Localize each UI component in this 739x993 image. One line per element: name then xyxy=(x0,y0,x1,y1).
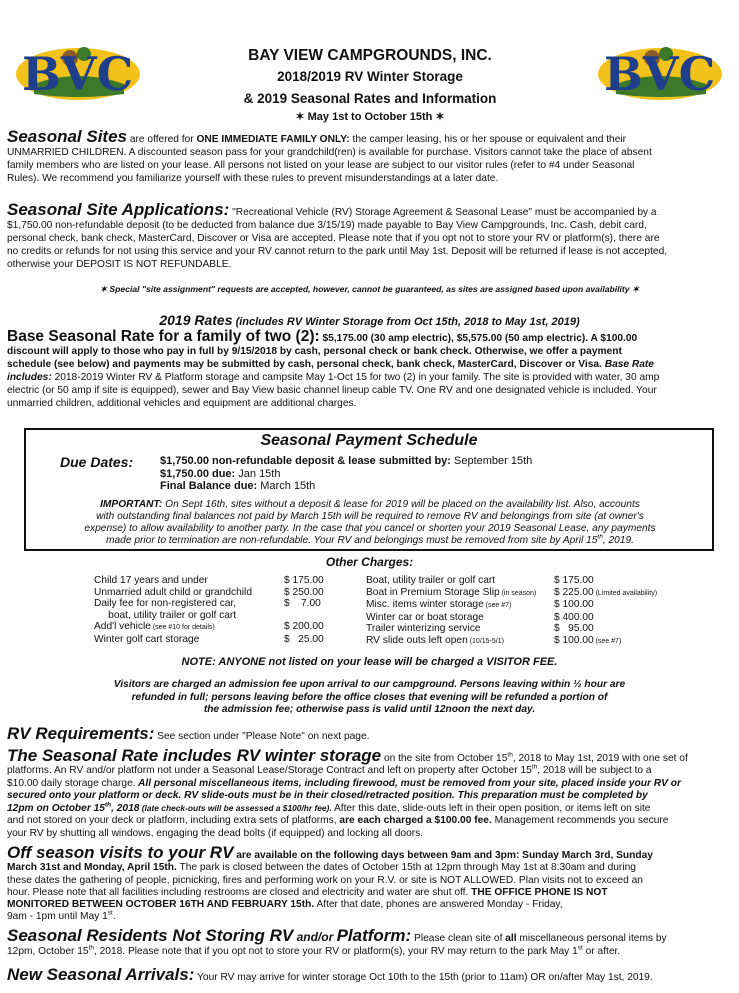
svg-text:BVC: BVC xyxy=(22,47,134,101)
other-charges-right xyxy=(364,575,659,647)
new-arrivals-section: New Seasonal Arrivals: Your RV may arrive for winter storage Oct 10th to the 15th (prior to 11am) OR on/after May 1st, 2019. xyxy=(7,965,653,984)
visitor-fee-note: NOTE: ANYONE not listed on your lease will be charged a VISITOR FEE. xyxy=(181,656,558,668)
due-dates-label: Due Dates: xyxy=(60,454,134,470)
page-subtitle: 2018/2019 RV Winter Storage xyxy=(277,69,463,84)
page-subtitle-2: & 2019 Seasonal Rates and Information xyxy=(243,91,497,106)
bvc-logo-left xyxy=(14,40,142,102)
applications-section: Seasonal Site Applications: "Recreational Vehicle (RV) Storage Agreement & Seasonal Lease" must be accompanied by a $1,750.00 non-refundable deposit (to be deducted from balance due 3/15/19) made payable to Bay View Campgrounds, Inc. Cash, debit card, personal check, bank check, MasterCard, Discover or Visa are accepted. Please note that if you opt not to store your RV or platform(s), there are no credits or refunds for not using this service and your RV cannot return to the park until May 1st. Deposit will be returned if lease is not accepted, otherwise your DEPOSIT IS NOT REFUNDABLE. xyxy=(7,200,668,270)
charge-row: Trailer winterizing service $ 95.00 xyxy=(366,623,594,634)
star-icon: ✶ xyxy=(295,111,305,123)
not-storing-section: Seasonal Residents Not Storing RV and/or Platform: Please clean site of all miscellaneous personal items by 12pm, October 15th, 2018. Please note that if you opt not to store your RV or platform(s), your RV may return to the park May 1st or after. xyxy=(7,926,667,957)
charge-row: Add'l vehicle (see #10 for details) $ 200.00 xyxy=(94,621,324,632)
winter-storage-section: The Seasonal Rate includes RV winter storage on the site from October 15th, 2018 to May 1st, 2019 with one set of platforms. An RV and/or platform not under a Seasonal Lease/Storage Contract and left on property after October 15th, 2018 will be subject to a $10.00 daily storage charge. All personal miscellaneous items, including firewood, must be removed from your site, placed inside your RV or secured onto your platform or deck. RV slide-outs must be in their closed/retracted position. This preparation must be completed by 12pm on October 15th, 2018 (late check-outs will be assessed a $100/hr fee). After this date, slide-outs left in their open position, or items left on site and not stored on your deck or platform, including extra sets of platforms, are each charged a $100.00 fee. Management recommends you secure your RV by shutting all windows, engaging the dead bolts (if equipped) and locking all doors. xyxy=(7,746,688,839)
other-charges-left xyxy=(92,575,326,645)
bvc-logo-right xyxy=(596,40,724,102)
other-charges-title: Other Charges: xyxy=(325,555,414,569)
svg-text:BVC: BVC xyxy=(604,47,716,101)
charge-row: Boat, utility trailer or golf cart $ 175.00 xyxy=(366,575,594,586)
charge-row: boat, utility trailer or golf cart xyxy=(94,609,237,621)
base-rate-section: Base Seasonal Rate for a family of two (2): $5,175.00 (30 amp electric), $5,575.00 (50 amp electric). A $100.00 discount will apply to those who pay in full by 9/15/2018 by cash, personal check or bank check. Otherwise, we offer a payment schedule (see below) and payments may be submitted by cash, personal check, bank check, MasterCard, Discover or Visa. Base Rate includes: 2018-2019 Winter RV & Platform storage and campsite May 1-Oct 15 for two (2) in your family. The site is provided with water, 30 amp electric (or 50 amp if site is equipped), sewer and Bay View basic channel lineup cable TV. One RV and one designated vehicle is included. Your unmarried children, additional vehicles and equipment are additional charges. xyxy=(7,328,660,409)
charge-row: Misc. items winter storage (see #7) $ 100.00 xyxy=(366,599,594,610)
page-title: BAY VIEW CAMPGROUNDS, INC. xyxy=(248,47,492,64)
rv-requirements: RV Requirements: See section under "Please Note" on next page. xyxy=(7,724,370,743)
off-season-section: Off season visits to your RV are available on the following days between 9am and 3pm: Sunday March 3rd, Sunday March 31st and Monday, April 15th. The park is closed between the dates of October 15th at 12pm through May 1st at 8:30am and during these dates the gathering of people, picnicking, fires and performing work on your R.V. or site is NOT ALLOWED. Plan visits not to exceed an hour. Please note that all facilities including restrooms are closed and electricity and water are shut off. THE OFFICE PHONE IS NOT MONITORED BETWEEN OCTOBER 16TH AND FEBRUARY 15th. After that date, phones are answered Monday - Friday, 9am - 1pm until May 1st. xyxy=(7,843,653,923)
rates-heading: 2019 Rates (includes RV Winter Storage from Oct 15th, 2018 to May 1st, 2019) xyxy=(159,312,580,328)
visitor-rules: Visitors are charged an admission fee upon arrival to our campground. Persons leaving within ½ hour are refunded in full; persons leaving before the office closes that evening will be refunded a portion of the admission fee; otherwise pass is valid until 12noon the next day. xyxy=(113,679,626,715)
charge-row: Child 17 years and under $ 175.00 xyxy=(94,575,324,586)
charge-row: Winter car or boat storage $ 400.00 xyxy=(366,611,594,623)
payment-schedule-title: Seasonal Payment Schedule xyxy=(260,432,478,449)
charge-row: Daily fee for non-registered car, $ 7.00 xyxy=(94,598,321,609)
due-dates-list: $1,750.00 non-refundable deposit & lease submitted by: September 15th $1,750.00 due: Jan 15th Final Balance due: March 15th xyxy=(160,455,533,492)
charge-row: RV slide outs left open (10/15-5/1) $ 100.00 (see #7) xyxy=(366,634,622,646)
seasonal-sites-section: Seasonal Sites are offered for ONE IMMEDIATE FAMILY ONLY: the camper leasing, his or her spouse or equivalent and their UNMARRIED CHILDREN. A discounted season pass for your grandchild(ren) is available for purchase. Visitors cannot take the place of absent family members who are listed on your lease. All persons not listed on your lease are subject to our visitor rules (refer to #4 under Seasonal Rules). We recommend you familiarize yourself with these rules to prevent misunderstandings at a later date. xyxy=(7,127,652,184)
charge-row: Boat in Premium Storage Slip (in season) $ 225.00 (Limited availability) xyxy=(366,586,658,598)
important-note: IMPORTANT: On Sept 16th, sites without a deposit & lease for 2019 will be placed on the availability list. Also, accounts with outstanding final balances not paid by March 15th will be required to remove RV and belongings from site (at owner's expense) to allow availability to another party. In the case that you cancel or shorten your 2019 Seasonal Lease, any payments made prior to termination are non-refundable. Your RV and belongings must be removed from site by April 15th, 2019. xyxy=(84,499,656,546)
payment-schedule-box xyxy=(24,428,714,551)
season-dates: ✶ May 1st to October 15th ✶ xyxy=(295,111,445,123)
star-icon: ✶ xyxy=(435,111,445,123)
charge-row: Winter golf cart storage $ 25.00 xyxy=(94,633,324,645)
site-assignment-note: ✶ Special "site assignment" requests are accepted, however, cannot be guaranteed, as sites are assigned based upon availability ✶ xyxy=(99,284,640,294)
charge-row: Unmarried adult child or grandchild $ 250.00 xyxy=(94,586,324,598)
